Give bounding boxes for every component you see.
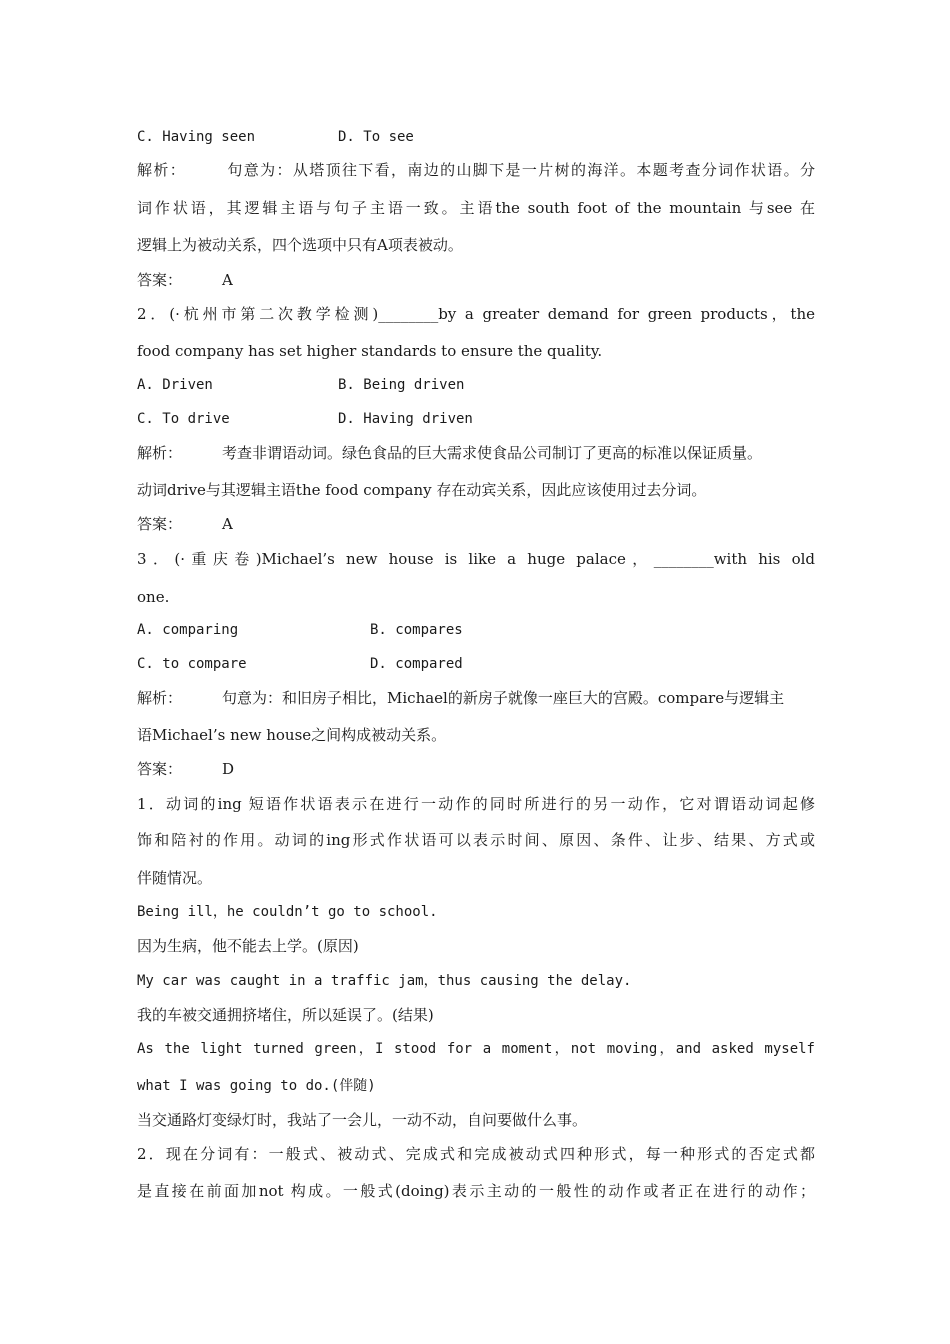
option-b: B. Being driven [338,377,465,393]
answer-value: D [222,760,235,778]
answer-label: 答案： [137,760,183,778]
option-d: D. To see [338,129,414,145]
analysis-line [137,160,815,180]
analysis-line [137,443,815,463]
option-b: B. compares [370,622,463,638]
example-chinese: 当交通路灯变绿灯时，我站了一会儿，一动不动，自问要做什么事。 [137,1111,588,1129]
option-c: C. to compare [137,656,247,672]
analysis-text: 逻辑上为被动关系，四个选项中只有A项表被动。 [137,236,463,254]
analysis-text: 动词drive与其逻辑主语the food company 存在动宾关系，因此应该使用过去分词。 [137,481,707,499]
note-paragraph: 饰和陪衬的作用。动词的ing形式作状语可以表示时间、原因、条件、让步、结果、方式或 [137,831,815,849]
answer-line [137,270,815,290]
question-stem: 3．(·重庆卷)Michael’s new house is like a huge palace，________with his old [137,550,815,568]
option-a: A. Driven [137,377,213,393]
answer-value: A [222,515,233,533]
analysis-text: 句意为：从塔顶往下看，南边的山脚下是一片树的海洋。本题考查分词作状语。分 [226,161,815,179]
option-d: D. Having driven [338,411,473,427]
note-paragraph: 伴随情况。 [137,869,213,887]
analysis-label: 解析： [137,161,187,179]
note-paragraph: 2．现在分词有：一般式、被动式、完成式和完成被动式四种形式，每一种形式的否定式都 [137,1145,815,1163]
example-english: what I was going to do.(伴随) [137,1078,376,1094]
example-chinese: 我的车被交通拥挤堵住，所以延误了。(结果) [137,1006,434,1024]
answer-line [137,759,815,779]
option-d: D. compared [370,656,463,672]
analysis-text: 语Michael’s new house之间构成被动关系。 [137,726,447,744]
analysis-label: 解析： [137,444,183,462]
analysis-label: 解析： [137,689,183,707]
analysis-line [137,688,815,708]
answer-label: 答案： [137,515,183,533]
answer-label: 答案： [137,271,183,289]
analysis-text: 考查非谓语动词。绿色食品的巨大需求使食品公司制订了更高的标准以保证质量。 [222,444,763,462]
option-a: A. comparing [137,622,239,638]
example-english: As the light turned green，I stood for a moment，not moving，and asked myself [137,1041,815,1057]
note-paragraph: 1．动词的ing 短语作状语表示在进行一动作的同时所进行的另一动作，它对谓语动词起修 [137,795,815,813]
question-stem: 2．(·杭州市第二次教学检测)________by a greater demand for green products，the [137,305,815,323]
analysis-text: 句意为：和旧房子相比，Michael的新房子就像一座巨大的宫殿。compare与逻辑主 [222,689,785,707]
question-stem: food company has set higher standards to ensure the quality. [137,342,603,360]
example-english: My car was caught in a traffic jam，thus causing the delay. [137,973,632,989]
question-stem: one. [137,588,170,606]
answer-line [137,514,815,534]
option-c: C. To drive [137,411,230,427]
answer-value: A [222,271,233,289]
option-c: C. Having seen [137,129,256,145]
example-chinese: 因为生病，他不能去上学。(原因) [137,937,359,955]
example-english: Being ill，he couldn’t go to school. [137,904,438,920]
note-paragraph: 是直接在前面加not 构成。一般式(doing)表示主动的一般性的动作或者正在进行的动作； [137,1182,815,1200]
analysis-text: 词作状语，其逻辑主语与句子主语一致。主语the south foot of the mountain 与see 在 [137,199,815,217]
